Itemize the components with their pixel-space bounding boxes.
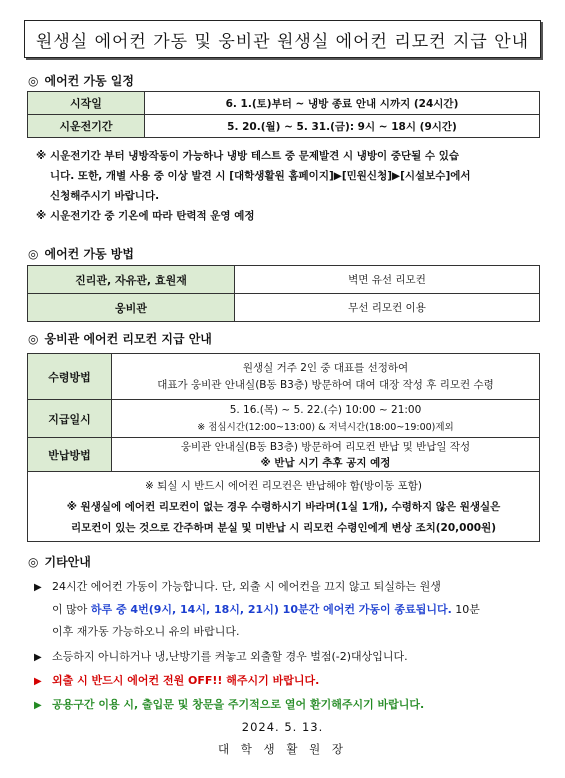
table-row [28, 266, 540, 294]
section-schedule-heading [28, 72, 134, 89]
table-row [28, 92, 540, 115]
table-row [28, 354, 540, 400]
table-cell-value [112, 354, 540, 400]
table-row [28, 472, 540, 542]
table-cell-label: 웅비관 [28, 294, 235, 322]
table-cell-value: 벽면 유선 리모컨 [235, 266, 540, 294]
list-item [34, 670, 544, 693]
table-row [28, 400, 540, 438]
schedule-note-1 [36, 146, 546, 226]
return-required-note: ※ 퇴실 시 반드시 에어컨 리모컨은 반납해야 함(방이동 포함) [145, 480, 422, 492]
bullet-text: 소등하지 아니하거나 냉,난방기를 켜놓고 외출할 경우 벌점(-2)대상입니다. [52, 650, 408, 663]
note-text: 시운전기간 부터 냉방작동이 가능하나 냉방 테스트 중 문제발견 시 냉방이 중단될 수 있습 [50, 150, 460, 162]
warning-line: 리모컨이 있는 것으로 간주하며 분실 및 미반납 시 리모컨 수령인에게 변상 조치(20,000원) [70, 522, 497, 534]
bullet-text-highlight: 하루 중 4번(9시, 14시, 18시, 21시) 10분간 에어컨 가동이 종료됩니다. [90, 603, 452, 616]
table-cell-note [28, 472, 540, 542]
table-cell-label: 시작일 [28, 92, 145, 115]
triangle-bullet-icon: ▶ [34, 676, 42, 687]
table-cell-value: 무선 리모컨 이용 [235, 294, 540, 322]
triangle-bullet-icon: ▶ [34, 652, 42, 663]
section-remote-heading [28, 330, 212, 347]
triangle-bullet-icon: ▶ [34, 700, 42, 711]
bullet-text: 이후 재가동 가능하오니 유의 바랍니다. [52, 625, 240, 638]
bullet-text: 공용구간 이용 시, 출입문 및 창문을 주기적으로 열어 환기해주시기 바랍니다. [52, 698, 425, 711]
table-row [28, 294, 540, 322]
section-method-heading [28, 245, 134, 262]
note-text: 신청해주시기 바랍니다. [50, 190, 160, 202]
section-mark-icon: ◎ [28, 73, 39, 88]
section-heading-text: 에어컨 가동 일정 [44, 74, 134, 88]
document-date: 2024. 5. 13. [241, 720, 324, 734]
bullet-text: 10분 [451, 603, 480, 616]
document-title: 원생실 에어컨 가동 및 웅비관 원생실 에어컨 리모컨 지급 안내 [24, 20, 541, 58]
issuing-organization: 대 학 생 활 원 장 [218, 742, 347, 756]
return-line: 웅비관 안내실(B동 B3층) 방문하여 리모컨 반납 및 반납일 작성 [180, 440, 471, 453]
list-item [34, 694, 544, 717]
note-text: 니다. 또한, 개별 사용 중 이상 발견 시 [대학생활원 홈페이지]▶[민원신청]▶[시설보수]에서 [50, 170, 471, 182]
period-line: 5. 16.(목) ~ 5. 22.(수) 10:00 ~ 21:00 [229, 403, 422, 416]
table-cell-value: 6. 1.(토)부터 ~ 냉방 종료 안내 시까지 (24시간) [145, 92, 540, 115]
section-heading-text: 기타안내 [44, 555, 91, 569]
section-mark-icon: ◎ [28, 246, 39, 261]
table-cell-value [112, 400, 540, 438]
section-other-heading [28, 553, 91, 570]
list-item [34, 576, 544, 643]
section-mark-icon: ◎ [28, 554, 39, 569]
method-table [27, 265, 540, 322]
return-line: ※ 반납 시기 추후 공지 예정 [260, 456, 391, 469]
receive-line: 원생실 거주 2인 중 대표를 선정하여 [242, 361, 409, 374]
table-cell-label: 지급일시 [28, 400, 112, 438]
note-mark: ※ [36, 150, 47, 162]
table-cell-value: 5. 20.(월) ~ 5. 31.(금): 9시 ~ 18시 (9시간) [145, 115, 540, 138]
section-heading-text: 에어컨 가동 방법 [44, 247, 134, 261]
bullet-text: 외출 시 반드시 에어컨 전원 OFF!! 해주시기 바랍니다. [52, 674, 320, 687]
bullet-text: 24시간 에어컨 가동이 가능합니다. 단, 외출 시 에어컨을 끄지 않고 퇴실하는 원생 [52, 580, 441, 593]
section-heading-text: 웅비관 에어컨 리모컨 지급 안내 [44, 332, 212, 346]
list-item [34, 646, 544, 669]
schedule-table [27, 91, 540, 138]
bullet-text: 이 많아 [52, 603, 91, 616]
period-line: ※ 점심시간(12:00~13:00) & 저녁시간(18:00~19:00)제외 [197, 421, 454, 433]
table-row [28, 115, 540, 138]
warning-line: ※ 원생실에 에어컨 리모컨이 없는 경우 수령하시기 바라며(1실 1개), 수령하지 않은 원생실은 [66, 501, 501, 513]
note-mark: ※ [36, 210, 47, 222]
table-cell-label: 진리관, 자유관, 효원재 [28, 266, 235, 294]
table-row [28, 438, 540, 472]
remote-table [27, 353, 540, 542]
receive-line: 대표가 웅비관 안내실(B동 B3층) 방문하여 대여 대장 작성 후 리모컨 수령 [157, 378, 494, 391]
section-mark-icon: ◎ [28, 331, 39, 346]
note-text: 시운전기간 중 기온에 따라 탄력적 운영 예정 [50, 210, 255, 222]
table-cell-label: 수령방법 [28, 354, 112, 400]
table-cell-label: 시운전기간 [28, 115, 145, 138]
table-cell-value [112, 438, 540, 472]
table-cell-label: 반납방법 [28, 438, 112, 472]
triangle-bullet-icon: ▶ [34, 582, 42, 593]
